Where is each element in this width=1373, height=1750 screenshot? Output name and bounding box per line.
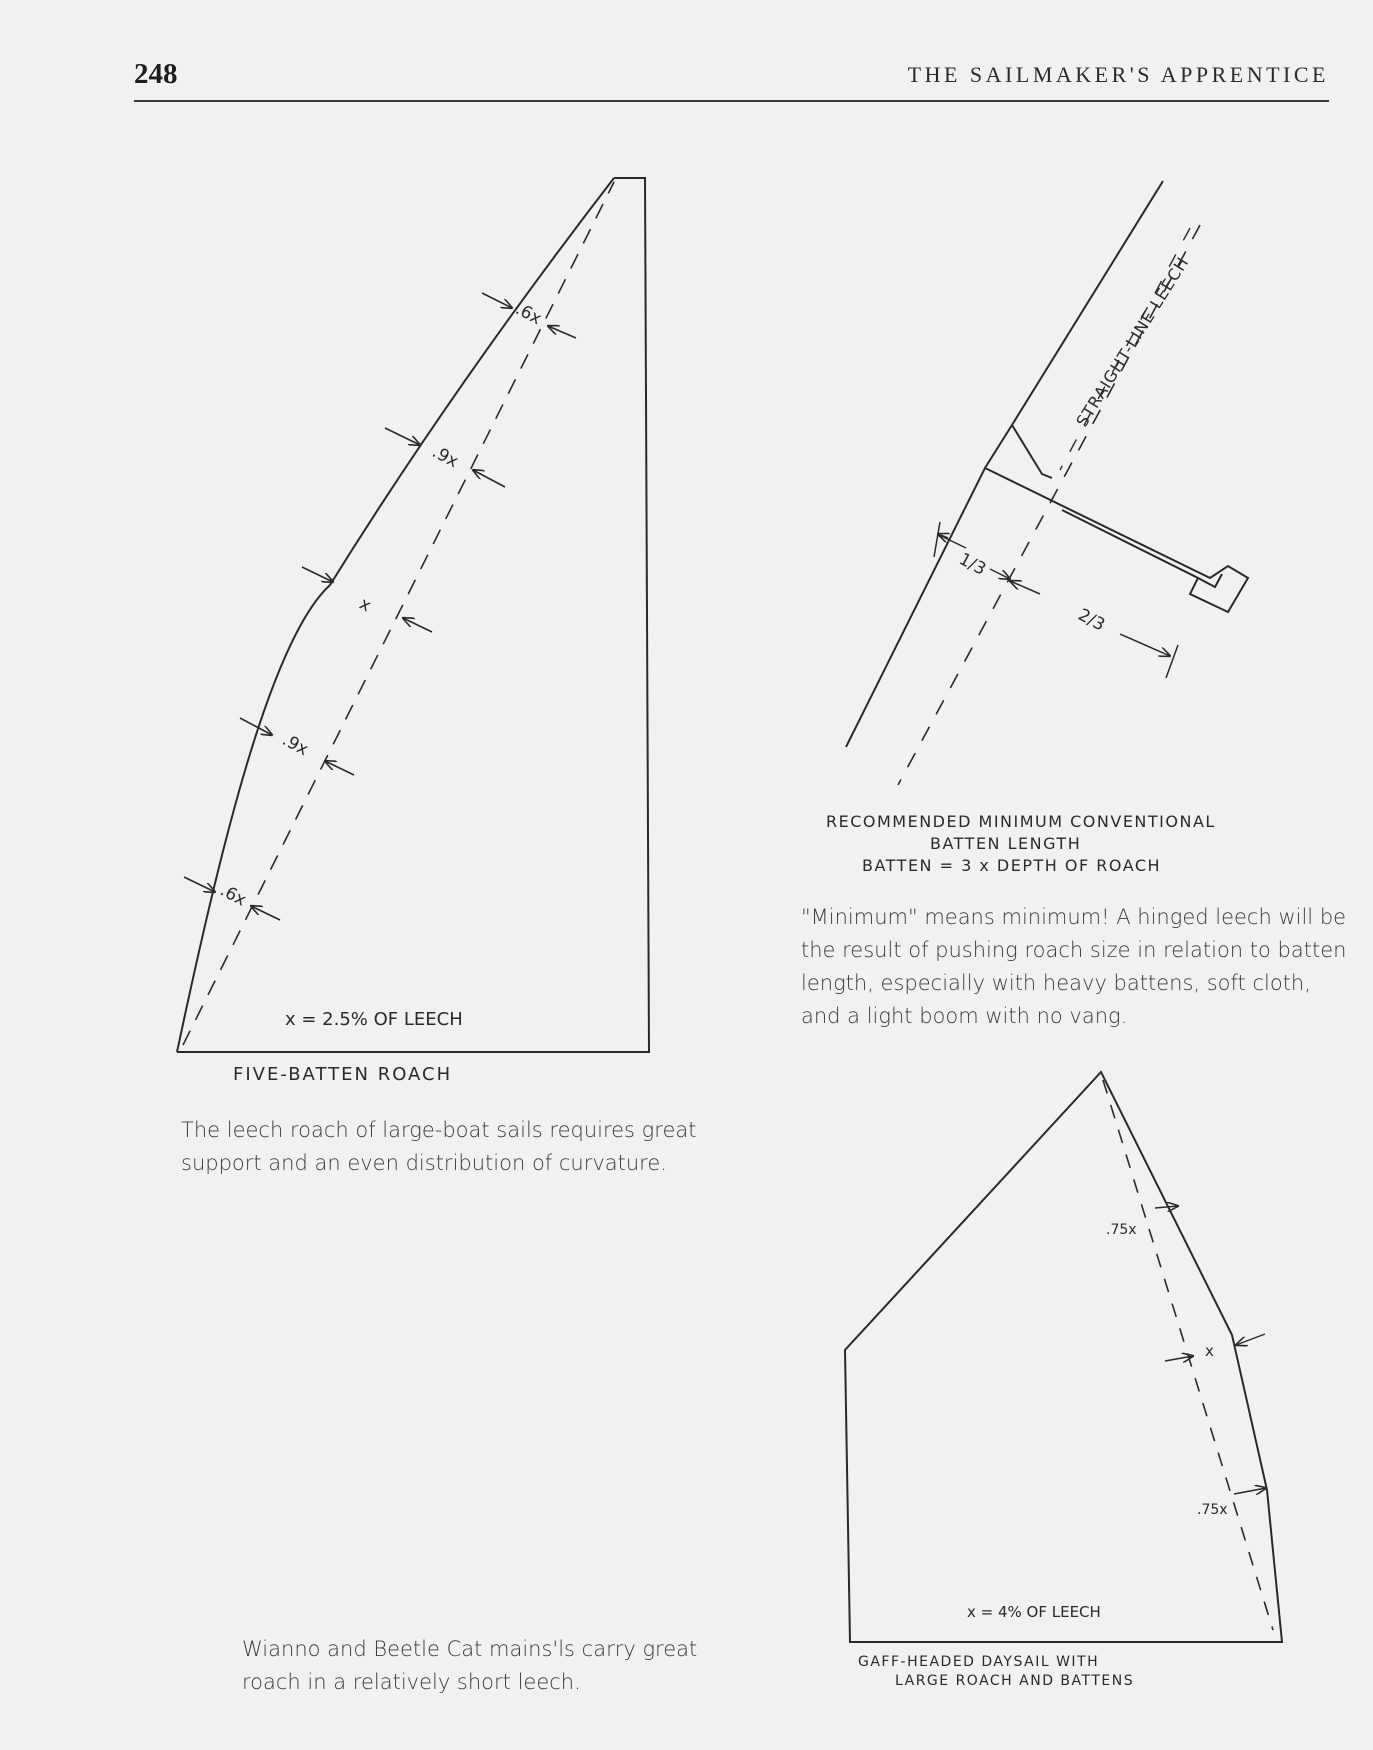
fig2-two-thirds: 2/3 <box>1074 605 1109 636</box>
straight-line-leech <box>1012 181 1163 425</box>
roach-bump <box>846 425 1012 747</box>
page-number: 248 <box>134 58 178 90</box>
figure-batten-length <box>846 181 1248 785</box>
roached-leech <box>177 178 614 1052</box>
caption-five-batten: The leech roach of large-boat sails requires great support and an even distribution of curvature. <box>181 1118 697 1175</box>
fig2-title-line1: RECOMMENDED MINIMUM CONVENTIONAL <box>826 812 1216 831</box>
gaff-sail-outline <box>845 1072 1282 1642</box>
fig3-note: x = 4% OF LEECH <box>967 1603 1101 1621</box>
fig3-label-middle: x <box>1205 1342 1214 1360</box>
fig1-label-middle: x <box>355 593 375 617</box>
fig1-label-lower: .9x <box>278 730 312 761</box>
caption-wianno: Wianno and Beetle Cat mains'ls carry great roach in a relatively short leech. <box>242 1637 698 1694</box>
gaff-dashed-leech <box>1103 1080 1273 1630</box>
fig2-leech-label: STRAIGHT-LINE LEECH <box>1072 253 1193 431</box>
batten <box>985 468 1248 612</box>
figure-gaff-daysail <box>845 1072 1282 1642</box>
fig1-label-upper: .9x <box>428 442 462 473</box>
fig3-title-line2: LARGE ROACH AND BATTENS <box>895 1673 1135 1689</box>
sail-outline <box>177 178 649 1052</box>
fig1-label-bottom: .6x <box>216 880 250 911</box>
running-head: THE SAILMAKER'S APPRENTICE <box>907 62 1329 87</box>
caption-minimum-batten: "Minimum" means minimum! A hinged leech will be the result of pushing roach size in relation to batten length, especially with heavy battens, soft cloth, and a light boom with no vang. <box>801 905 1347 1028</box>
straight-leech-dashed <box>183 182 614 1045</box>
fig2-title-line2: BATTEN LENGTH <box>930 834 1082 853</box>
fig1-note: x = 2.5% OF LEECH <box>285 1009 463 1030</box>
fig2-title-line3: BATTEN = 3 x DEPTH OF ROACH <box>862 856 1162 875</box>
fig3-label-lower: .75x <box>1197 1502 1228 1518</box>
fig3-label-upper: .75x <box>1106 1222 1137 1238</box>
fig1-title: FIVE-BATTEN ROACH <box>233 1064 453 1085</box>
fig2-one-third: 1/3 <box>955 549 990 580</box>
fig1-label-top: .6x <box>512 299 545 330</box>
figure-five-batten-roach <box>177 178 649 1052</box>
fig3-title-line1: GAFF-HEADED DAYSAIL WITH <box>858 1654 1100 1670</box>
